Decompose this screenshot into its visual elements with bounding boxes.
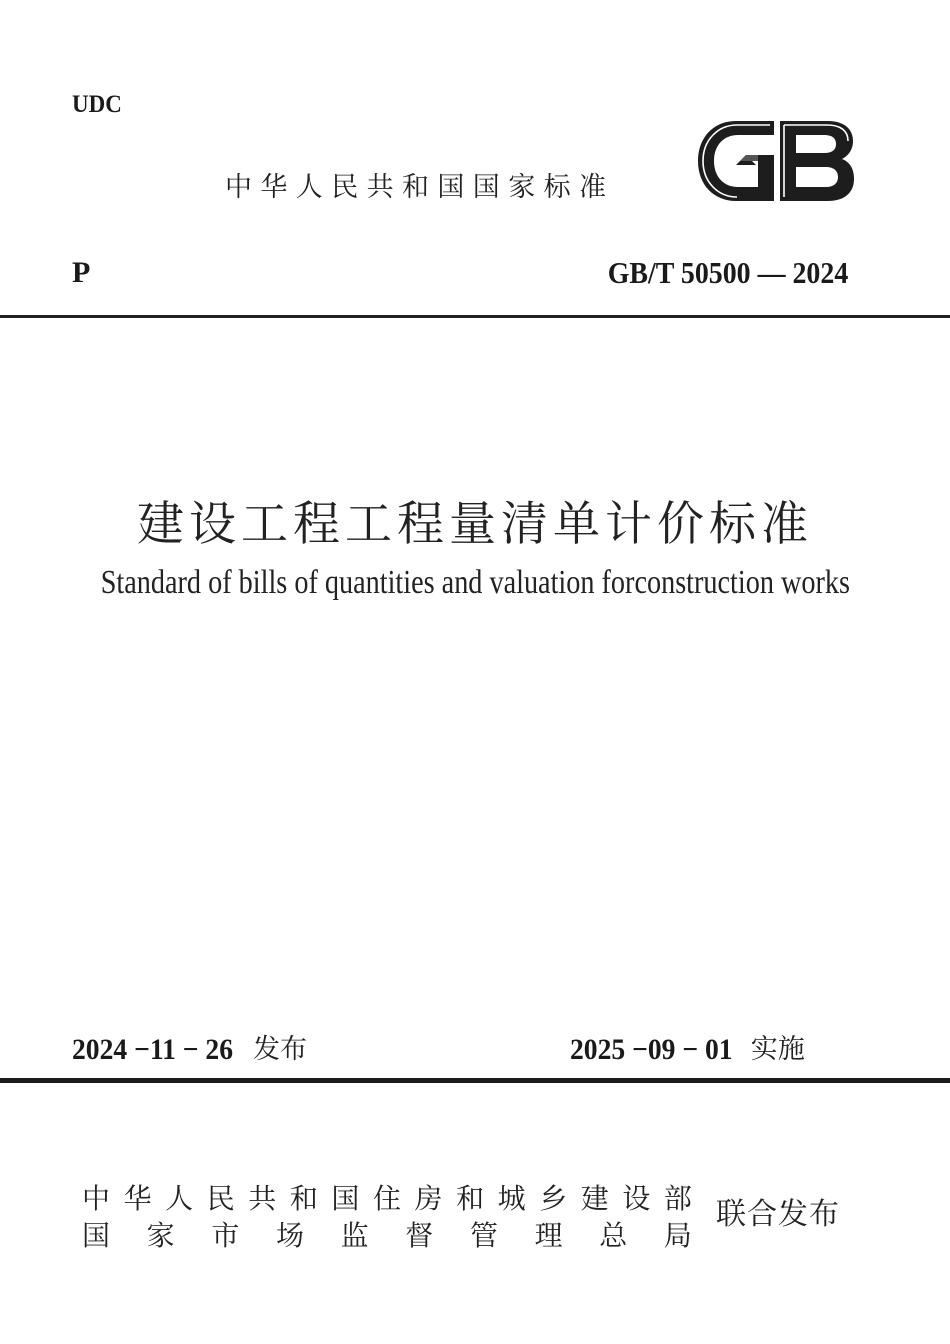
issuer-char: 管 xyxy=(469,1219,498,1252)
issuer-market-regulation xyxy=(82,1217,692,1254)
issuer-char: 中 xyxy=(82,1182,111,1215)
title-chinese: 建设工程工程量清单计价标准 xyxy=(137,497,813,552)
issuer-char: 建 xyxy=(580,1182,609,1215)
issuer-char: 华 xyxy=(123,1182,152,1215)
top-divider xyxy=(0,315,950,318)
udc-label: UDC xyxy=(72,91,122,118)
issuer-char: 督 xyxy=(405,1219,434,1252)
effective-date: 2025 −09 − 01 xyxy=(570,1033,733,1066)
issue-date-block xyxy=(72,1032,307,1068)
issuer-char: 人 xyxy=(165,1182,194,1215)
issuer-char: 共 xyxy=(248,1182,277,1215)
issuer-char: 场 xyxy=(275,1219,304,1252)
issuer-char: 和 xyxy=(456,1182,485,1215)
title-english: Standard of bills of quantities and valuation forconstruction works xyxy=(100,564,850,601)
joint-issue-label: 联合发布 xyxy=(716,1197,840,1232)
issue-label: 发布 xyxy=(253,1034,308,1065)
national-standard-heading: 中华人民共和国国家标准 xyxy=(225,172,615,203)
issuer-char: 乡 xyxy=(539,1182,568,1215)
issuer-char: 部 xyxy=(663,1182,692,1215)
classification-code: P xyxy=(72,256,91,289)
issuing-authorities xyxy=(82,1180,692,1254)
issuer-char: 设 xyxy=(622,1182,651,1215)
issuer-char: 国 xyxy=(331,1182,360,1215)
issuer-char: 房 xyxy=(414,1182,443,1215)
issuer-char: 和 xyxy=(289,1182,318,1215)
issuer-char: 住 xyxy=(372,1182,401,1215)
gb-logo-icon xyxy=(696,119,856,203)
issuer-char: 城 xyxy=(497,1182,526,1215)
effective-date-block xyxy=(570,1032,805,1068)
standard-number: GB/T 50500 — 2024 xyxy=(607,255,848,290)
issuer-ministry-housing xyxy=(82,1180,692,1217)
issuer-char: 局 xyxy=(663,1219,692,1252)
effective-label: 实施 xyxy=(750,1034,805,1065)
issuer-char: 民 xyxy=(206,1182,235,1215)
issue-date: 2024 −11 − 26 xyxy=(72,1033,234,1066)
title-english-container xyxy=(0,562,950,604)
issuer-char: 家 xyxy=(146,1219,175,1252)
issuer-char: 总 xyxy=(599,1219,628,1252)
issuer-char: 理 xyxy=(534,1219,563,1252)
bottom-divider xyxy=(0,1078,950,1083)
issuer-char: 市 xyxy=(211,1219,240,1252)
issuer-char: 国 xyxy=(82,1219,111,1252)
issuer-char: 监 xyxy=(340,1219,369,1252)
